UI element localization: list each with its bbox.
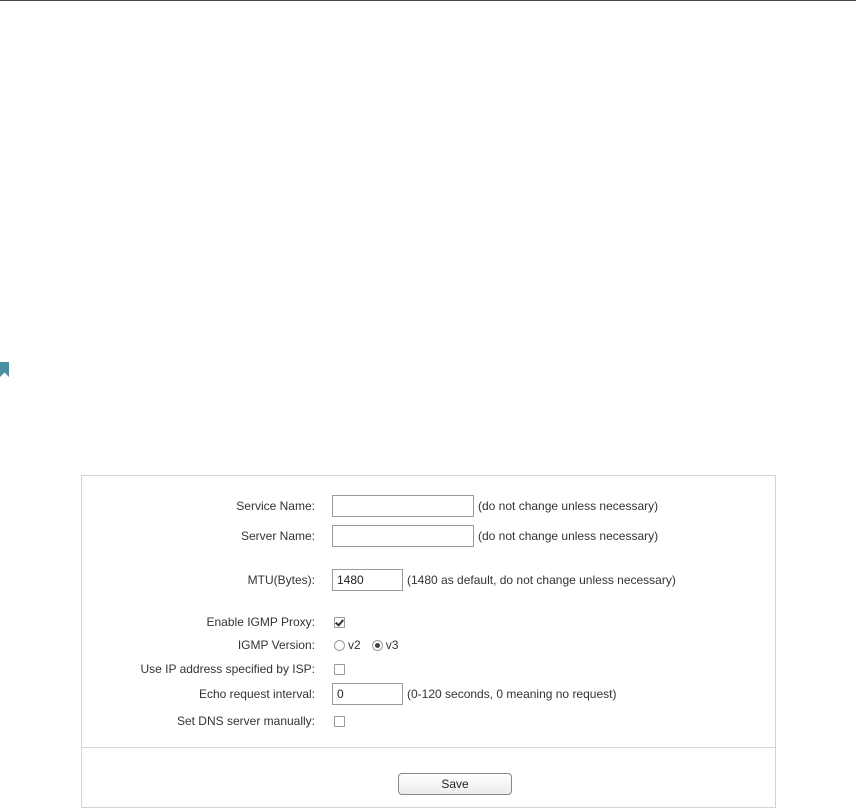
service-name-field-group	[332, 495, 658, 517]
mtu-field-group	[332, 569, 676, 591]
use-isp-ip-row	[82, 658, 775, 680]
igmp-version-row	[82, 634, 775, 656]
server-name-input[interactable]	[332, 525, 474, 547]
service-name-hint: (do not change unless necessary)	[478, 499, 659, 513]
manual-dns-checkbox[interactable]	[334, 716, 345, 727]
service-name-row	[82, 495, 775, 517]
top-rule	[0, 0, 856, 1]
igmp-version-label: IGMP Version:	[237, 638, 315, 652]
igmp-v3-label: v3	[385, 638, 399, 652]
echo-interval-input[interactable]	[332, 683, 403, 705]
server-name-hint: (do not change unless necessary)	[478, 529, 659, 543]
echo-interval-hint: (0-120 seconds, 0 meaning no request)	[407, 687, 617, 701]
service-name-input[interactable]	[332, 495, 474, 517]
igmp-v3-radio[interactable]	[372, 640, 383, 651]
use-isp-ip-field-group	[332, 658, 345, 680]
igmp-v2-label: v2	[348, 638, 361, 652]
use-isp-ip-checkbox[interactable]	[334, 664, 345, 675]
mtu-row	[82, 569, 775, 591]
server-name-field-group	[332, 525, 658, 547]
wan-advanced-settings-panel	[81, 475, 776, 808]
igmp-proxy-field-group	[332, 611, 345, 633]
igmp-version-field-group	[332, 634, 407, 656]
server-name-row	[82, 525, 775, 547]
mtu-input[interactable]	[332, 569, 403, 591]
igmp-proxy-label: Enable IGMP Proxy:	[206, 615, 315, 629]
panel-divider	[82, 747, 775, 748]
igmp-proxy-checkbox[interactable]	[334, 617, 345, 628]
use-isp-ip-label: Use IP address specified by ISP:	[140, 662, 315, 676]
mtu-label: MTU(Bytes):	[247, 573, 315, 587]
manual-dns-row	[82, 710, 775, 732]
server-name-label: Server Name:	[240, 529, 315, 543]
igmp-v2-radio[interactable]	[334, 640, 345, 651]
manual-dns-label: Set DNS server manually:	[176, 714, 315, 728]
echo-interval-row	[82, 683, 775, 705]
manual-dns-field-group	[332, 710, 345, 732]
bookmark-icon	[0, 362, 9, 377]
mtu-hint: (1480 as default, do not change unless necessary)	[407, 573, 676, 587]
save-button[interactable]: Save	[398, 773, 512, 795]
echo-interval-label: Echo request interval:	[198, 687, 315, 701]
igmp-proxy-row	[82, 611, 775, 633]
service-name-label: Service Name:	[236, 499, 315, 513]
echo-interval-field-group	[332, 683, 616, 705]
